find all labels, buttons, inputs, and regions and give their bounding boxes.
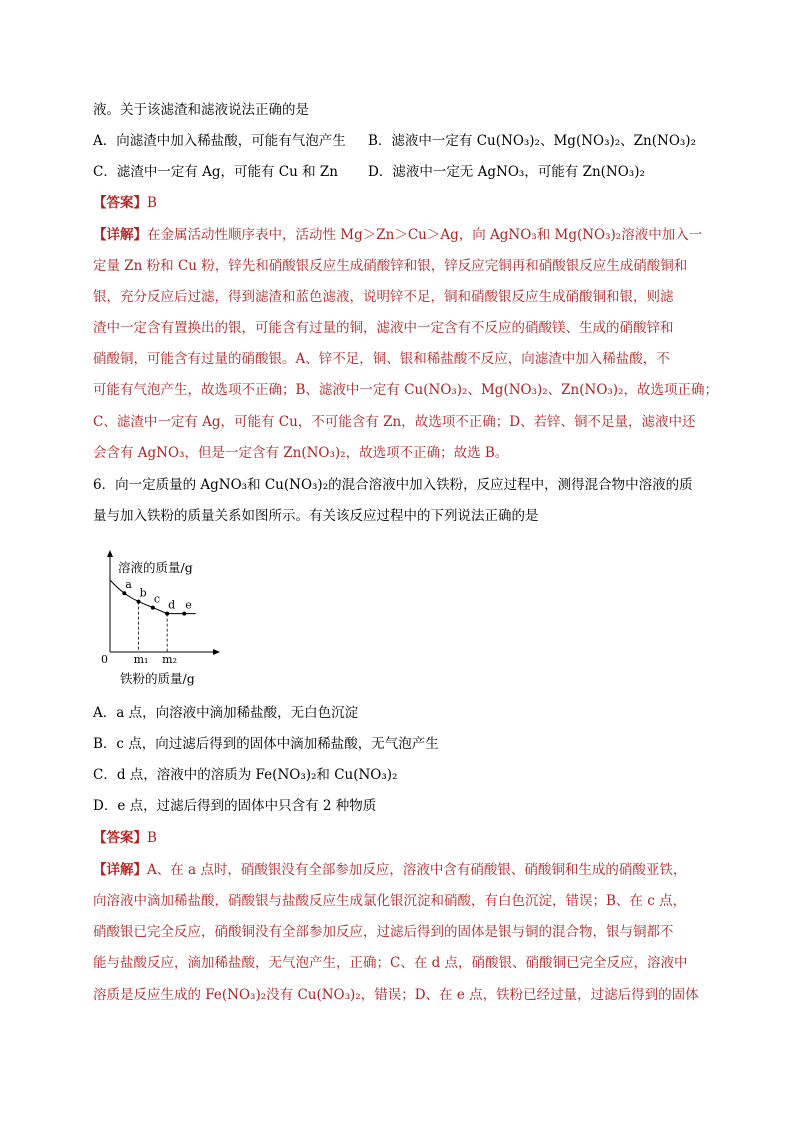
q6-explanation-line	[93, 861, 686, 879]
q5-explanation-line: 银，充分反应后过滤，得到滤渣和蓝色滤液，说明锌不足，铜和硝酸银反应生成硝酸铜和银，则滤	[93, 289, 674, 305]
q6-stem-line: 量与加入铁粉的质量关系如图所示。有关该反应过程中的下列说法正确的是	[93, 508, 539, 524]
q6-stem-line: 6．向一定质量的 AgNO₃和 Cu(NO₃)₂的混合溶液中加入铁粉，反应过程中，测得混合物中溶液的质	[93, 477, 693, 493]
explanation-text: 在金属活动性顺序表中，活动性 Mg＞Zn＞Cu＞Ag，向 AgNO₃和 Mg(NO₃)₂溶液中加入一	[147, 227, 703, 243]
data-point	[122, 591, 126, 595]
answer-value: B	[147, 195, 157, 211]
y-axis-arrow	[107, 550, 113, 557]
q5-explanation-line: 会含有 AgNO₃，但是一定含有 Zn(NO₃)₂，故选项不正确；故选 B。	[93, 445, 509, 461]
mass-chart	[96, 550, 226, 690]
q5-option-c: C．滤渣中一定有 Ag，可能有 Cu 和 Zn	[93, 164, 338, 180]
q5-explanation-line	[93, 226, 702, 244]
data-point	[151, 606, 155, 610]
q6-option-b: B．c 点，向过滤后得到的固体中滴加稀盐酸，无气泡产生	[93, 736, 439, 752]
q6-explanation-line: 向溶液中滴加稀盐酸，硝酸银与盐酸反应生成氯化银沉淀和硝酸，有白色沉淀，错误；B、在 c 点，	[93, 893, 687, 909]
explanation-tag: 【详解】	[93, 227, 147, 243]
q5-explanation-line: 定量 Zn 粉和 Cu 粉，锌先和硝酸银反应生成硝酸锌和银，锌反应完铜再和硝酸银反应生成硝酸铜和	[93, 258, 688, 274]
q6-answer	[93, 829, 157, 847]
q6-option-c: C．d 点，溶液中的溶质为 Fe(NO₃)₂和 Cu(NO₃)₂	[93, 767, 398, 783]
point-label: d	[168, 598, 176, 612]
q5-explanation-line: 硝酸铜，可能含有过量的硝酸银。A、锌不足，铜、银和稀盐酸不反应，向滤渣中加入稀盐酸，不	[93, 351, 670, 367]
x-tick-label: m₁	[133, 653, 149, 666]
point-label: c	[153, 592, 161, 606]
q5-intro: 液。关于该滤渣和滤液说法正确的是	[93, 102, 309, 118]
q5-option-a: A．向滤渣中加入稀盐酸，可能有气泡产生	[93, 133, 346, 149]
q6-option-a: A．a 点，向溶液中滴加稀盐酸，无白色沉淀	[93, 705, 359, 721]
x-tick-label: m₂	[162, 653, 177, 666]
data-point	[165, 612, 169, 616]
x-axis-label: 铁粉的质量/g	[120, 671, 195, 686]
q5-explanation-line: C、滤渣中一定有 Ag，可能有 Cu，不可能含有 Zn，故选项不正确；D、若锌、铜不足量，滤液中还	[93, 414, 696, 430]
q5-answer	[93, 194, 157, 212]
q6-explanation-line: 硝酸银已完全反应，硝酸铜没有全部参加反应，过滤后得到的固体是银与铜的混合物，银与铜都不	[93, 924, 674, 940]
explanation-text: A、在 a 点时，硝酸银没有全部参加反应，溶液中含有硝酸银、硝酸铜和生成的硝酸亚铁，	[147, 862, 687, 878]
q5-option-d: D．滤液中一定无 AgNO₃，可能有 Zn(NO₃)₂	[368, 164, 645, 180]
q5-option-b: B．滤液中一定有 Cu(NO₃)₂、Mg(NO₃)₂、Zn(NO₃)₂	[368, 133, 696, 149]
point-label: a	[125, 578, 132, 592]
q5-explanation-line: 可能有气泡产生，故选项不正确；B、滤液中一定有 Cu(NO₃)₂、Mg(NO₃)₂、Zn(NO₃)₂，故选项正确；	[93, 382, 718, 398]
data-point	[137, 600, 141, 604]
data-point	[182, 612, 186, 616]
q5-explanation-line: 渣中一定含有置换出的银，可能含有过量的铜，滤液中一定含有不反应的硝酸镁、生成的硝酸锌和	[93, 320, 674, 336]
q6-explanation-line: 能与盐酸反应，滴加稀盐酸，无气泡产生，正确；C、在 d 点，硝酸银、硝酸铜已完全反应，溶液中	[93, 955, 688, 971]
point-label: b	[139, 586, 147, 600]
x-axis-arrow	[213, 649, 220, 655]
y-axis-label: 溶液的质量/g	[118, 560, 193, 575]
point-label: e	[185, 598, 192, 612]
origin-label: 0	[101, 653, 108, 666]
q6-explanation-line: 溶质是反应生成的 Fe(NO₃)₂没有 Cu(NO₃)₂，错误；D、在 e 点，铁粉已经过量，过滤后得到的固体	[93, 987, 699, 1003]
answer-tag: 【答案】	[93, 195, 147, 211]
explanation-tag: 【详解】	[93, 862, 147, 878]
answer-value: B	[147, 830, 157, 846]
q6-option-d: D．e 点，过滤后得到的固体中只含有 2 种物质	[93, 798, 377, 814]
answer-tag: 【答案】	[93, 830, 147, 846]
